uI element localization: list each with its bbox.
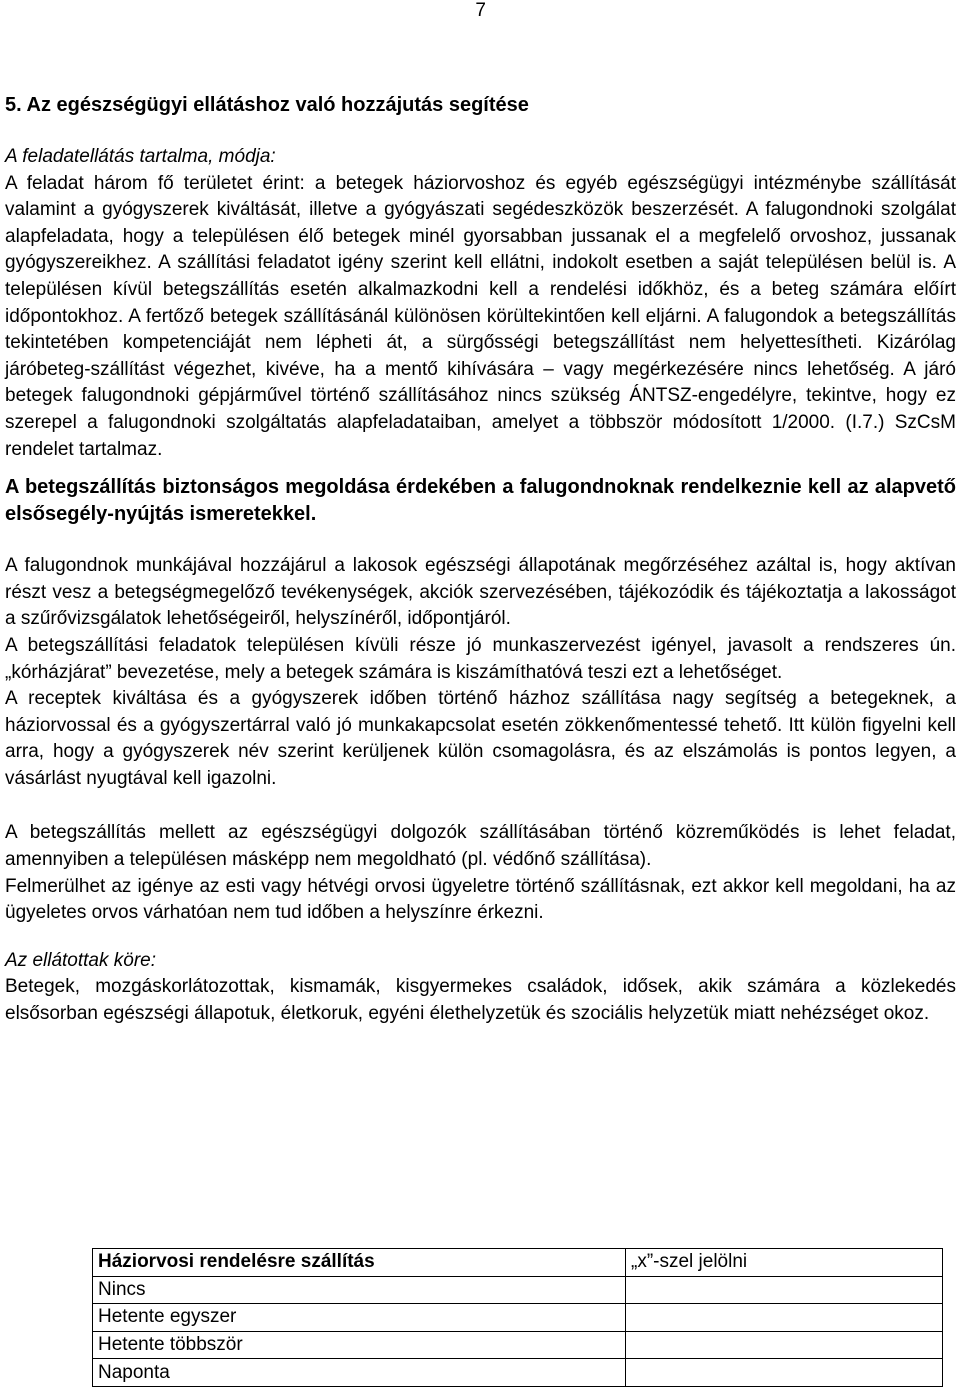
paragraph-prescriptions: A receptek kiváltása és a gyógyszerek időben történő házhoz szállítása nagy segítség a betegeknek, a háziorvossal és a gyógyszertárral való jó munkakapcsolat esetén zökkenőmentessé tehető. Itt külön figyelni kell arra, hogy a gyógyszerek név szerint kerüljenek külön csomagolásra, és az elszámolás is pontos legyen, a vásárlást nyugtával kell igazolni. (5, 688, 956, 789)
table-cell-option: Hetente többször (93, 1331, 626, 1359)
page-number: 7 (475, 0, 486, 21)
table-row (93, 1331, 943, 1359)
paragraph-task-content: A feladat három fő területet érint: a betegek háziorvoshoz és egyéb egészségügyi intézménybe szállítását valamint a gyógyszerek kiváltását, illetve a gyógyászati segédeszközök beszerzését. A falugondnoki szolgálat alapfeladata, hogy a településen élő betegek minél gyorsabban jussanak el a megfelelő orvoshoz, jussanak gyógyszereikhez. A szállítási feladatot igény szerint kell ellátni, indokolt esetben a saját településen belül is. A településen kívül betegszállítás esetén alkalmazkodni kell a rendelési időkhöz, és a beteg számára előírt időpontokhoz. A fertőző betegek szállításánál különösen körültekintően kell eljárni. A falugondok a betegszállítás tekintetében kompetenciáját nem lépheti át, a sürgősségi betegszállítást nem helyettesítheti. Kizárólag járóbeteg-szállítást végezhet, kivéve, ha a mentő kihívására – vagy megérkezésére nincs lehetőség. A járó betegek falugondnoki gépjárművel történő szállításához nincs szükség ÁNTSZ-engedélyre, tekintve, hogy ez szerepel a falugondnoki szolgáltatás alapfeladataiban, amelyet a többször módosított 1/2000. (I.7.) SzCsM rendelet tartalmaz. (5, 172, 956, 460)
table-row (93, 1276, 943, 1304)
table-row (93, 1359, 943, 1387)
table-header-cell: Háziorvosi rendelésre szállítás (93, 1249, 626, 1277)
table-cell-mark[interactable] (626, 1331, 943, 1359)
section-heading: 5. Az egészségügyi ellátáshoz való hozzájutás segítése (5, 94, 529, 116)
paragraph-served-people: Betegek, mozgáskorlátozottak, kismamák, kisgyermekes családok, idősek, akik számára a közlekedés elsősorban egészségi állapotuk, életkoruk, egyéni élethelyzetük és szociális helyzetük miatt nehézséget okoz. (5, 976, 956, 1025)
table-cell-mark[interactable] (626, 1304, 943, 1332)
paragraph-health-workers: A betegszállítás mellett az egészségügyi dolgozók szállításában történő közreműködés is lehet feladat, amennyiben a településen másképp nem megoldható (pl. védőnő szállítása). (5, 822, 956, 871)
subheading-served-people: Az ellátottak köre: (5, 949, 157, 971)
transport-frequency-table (92, 1248, 943, 1387)
table-header-cell: „x”-szel jelölni (626, 1249, 943, 1277)
table-cell-option: Naponta (93, 1359, 626, 1387)
paragraph-first-aid: A betegszállítás biztonságos megoldása érdekében a falugondnoknak rendelkeznie kell az alapvető elsősegély-nyújtás ismeretekkel. (5, 476, 956, 526)
paragraph-hospital-route: A betegszállítási feladatok településen kívüli része jó munkaszervezést igényel, javasolt a rendszeres ún. „kórházjárat” bevezetése, mely a betegek számára is kiszámíthatóvá teszi ezt a lehetőséget. (5, 634, 956, 683)
table-cell-option: Nincs (93, 1276, 626, 1304)
table-cell-option: Hetente egyszer (93, 1304, 626, 1332)
table-row (93, 1304, 943, 1332)
subheading-task-content: A feladatellátás tartalma, módja: (5, 146, 276, 167)
table-cell-mark[interactable] (626, 1276, 943, 1304)
paragraph-on-call: Felmerülhet az igénye az esti vagy hétvégi orvosi ügyeletre történő szállításnak, ezt akkor kell megoldani, ha az ügyeletes orvos várhatóan nem tud időben a helyszínre érkezni. (5, 875, 956, 924)
document-body (5, 91, 956, 1028)
paragraph-prevention: A falugondnok munkájával hozzájárul a lakosok egészségi állapotának megőrzéséhez azáltal is, hogy aktívan részt vesz a betegségmegelőző tevékenységek, akciók szervezésében, tájékozódik és tájékoztatja a lakosságot a szűrővizsgálatok lehetőségeiről, helyszínéről, időpontjáról. (5, 555, 956, 630)
table-cell-mark[interactable] (626, 1359, 943, 1387)
table-header-row (93, 1249, 943, 1277)
